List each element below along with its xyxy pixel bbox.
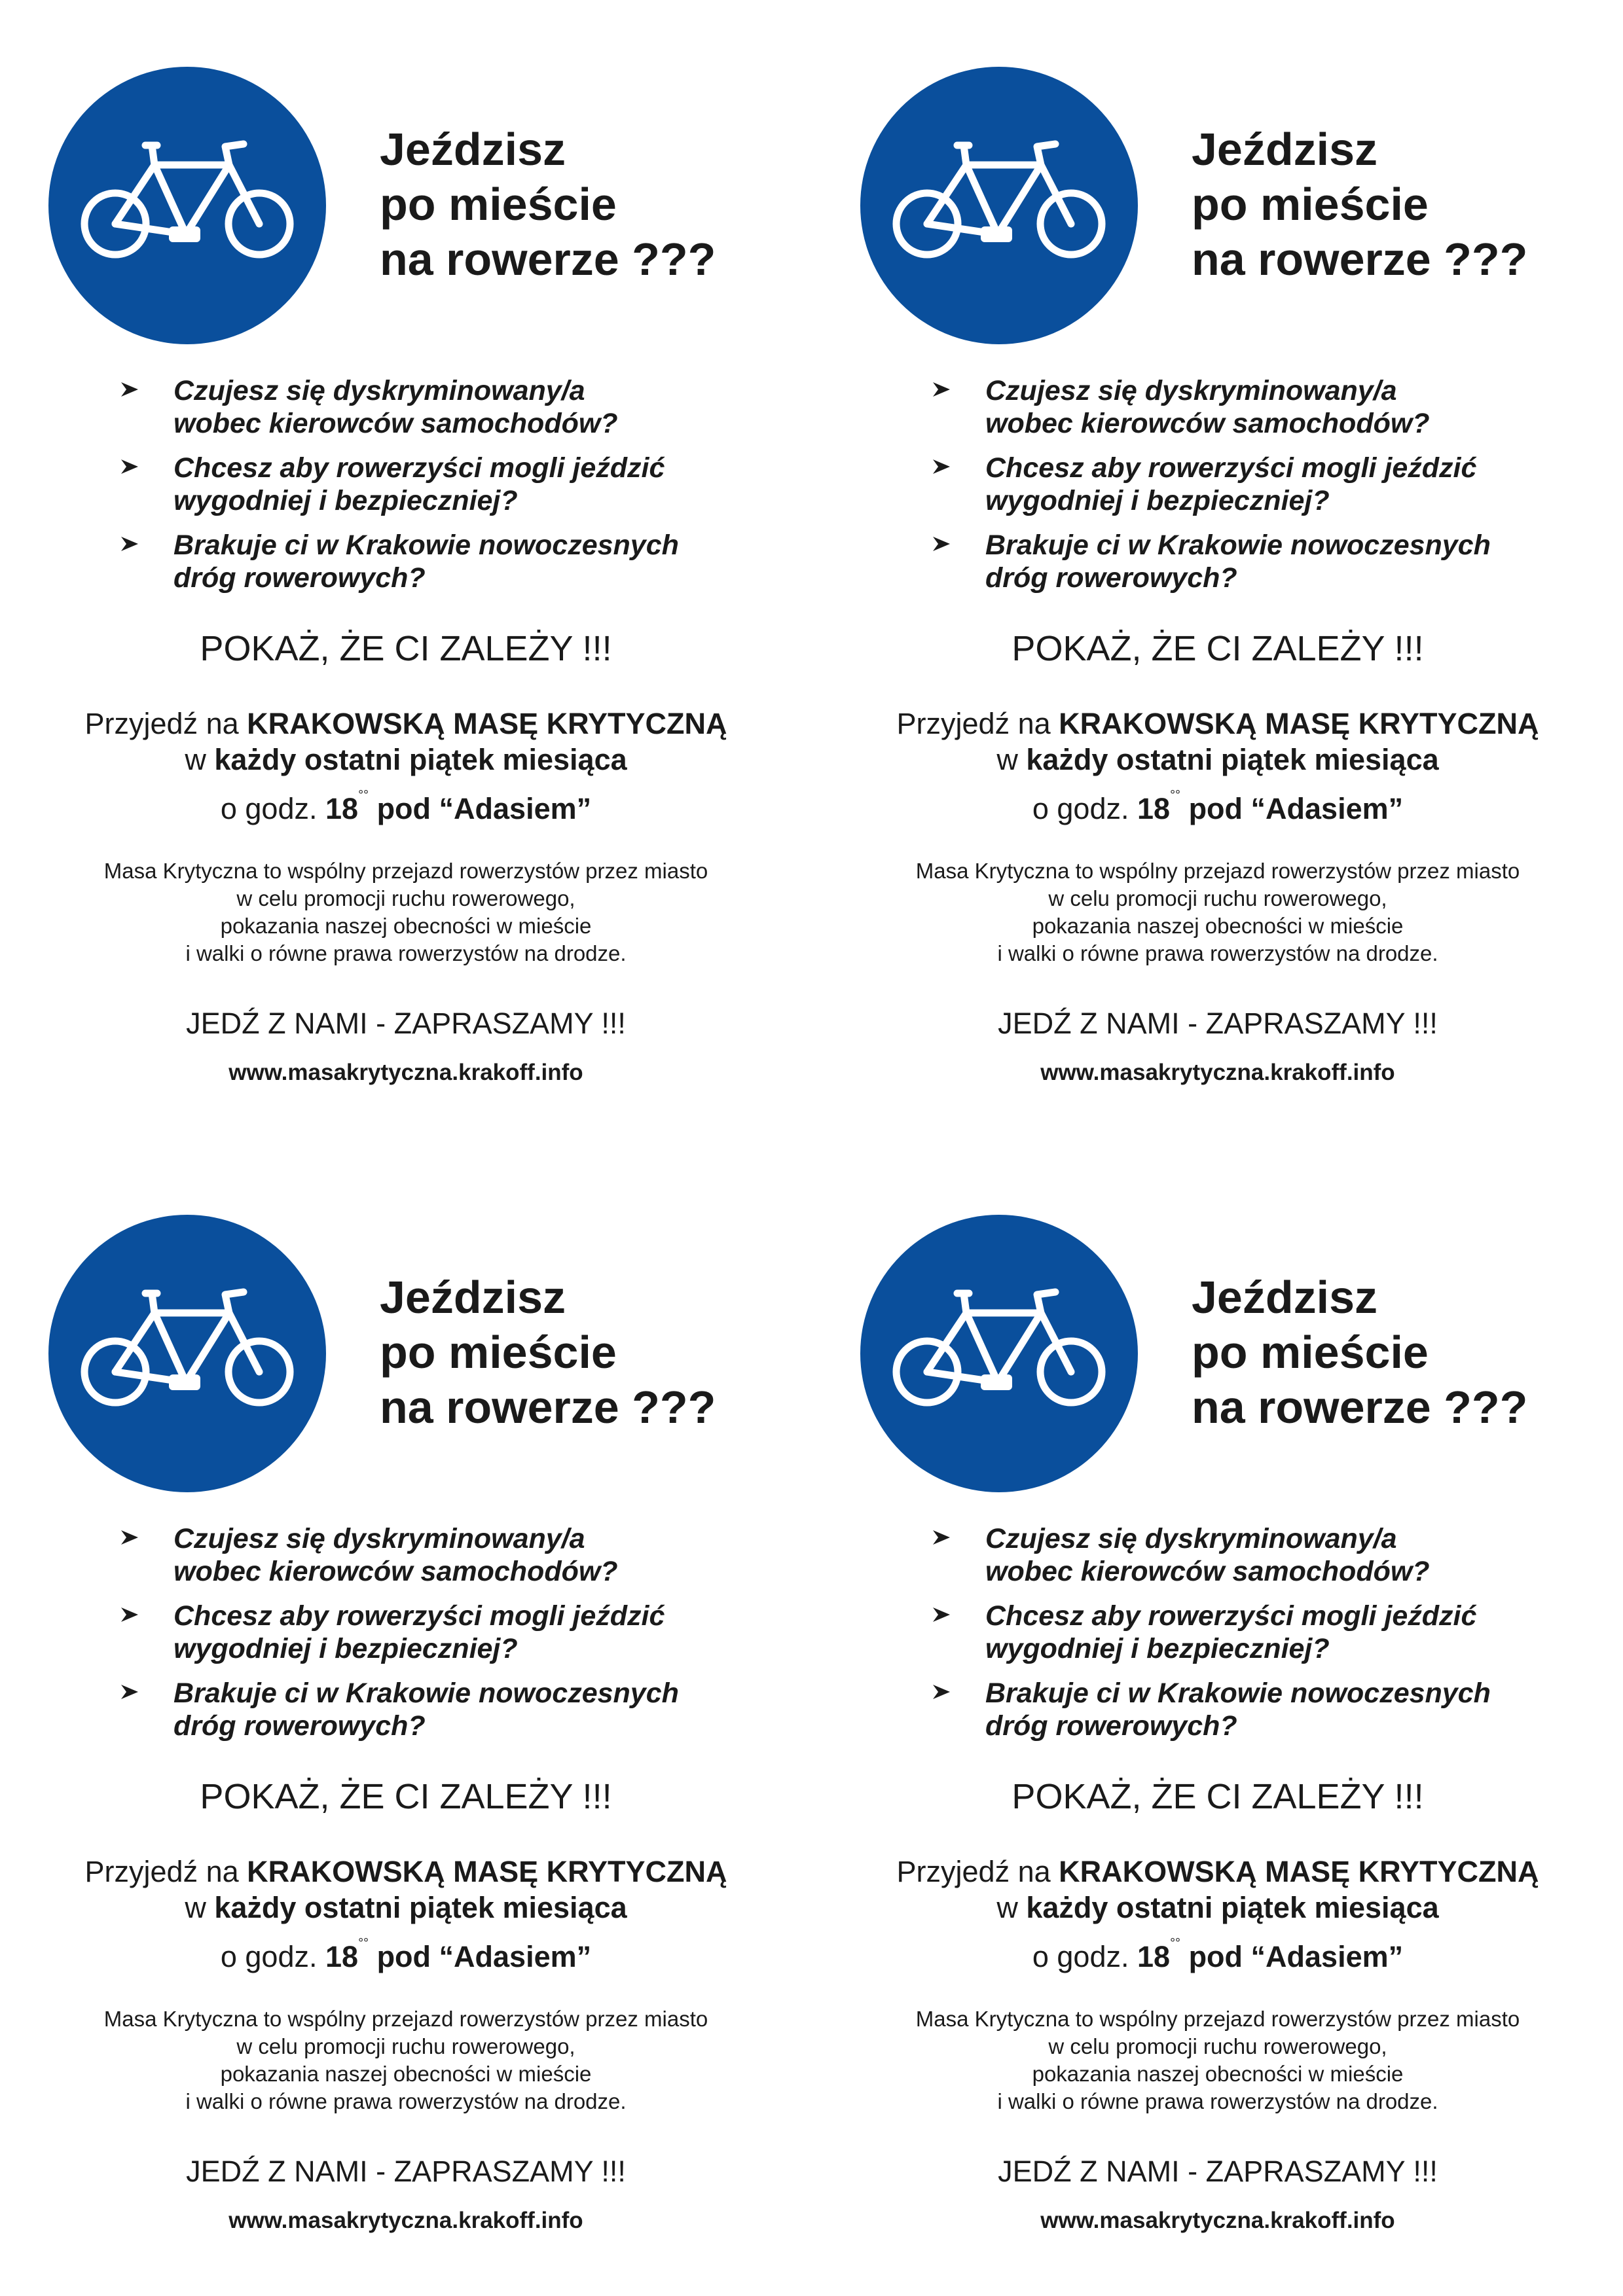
question-line: wobec kierowców samochodów? xyxy=(985,408,1430,439)
flyer xyxy=(0,1148,812,2296)
question-line: Chcesz aby rowerzyści mogli jeździć xyxy=(985,1600,1477,1632)
invite-text: o godz. xyxy=(1032,792,1137,825)
description xyxy=(0,857,812,967)
question-line: wobec kierowców samochodów? xyxy=(173,408,618,439)
invite-line-1 xyxy=(812,706,1623,742)
question-line: dróg rowerowych? xyxy=(985,562,1237,594)
closing-call: JEDŹ Z NAMI - ZAPRASZAMY !!! xyxy=(186,2155,626,2188)
question-line: dróg rowerowych? xyxy=(173,562,426,594)
question-item xyxy=(933,1600,1491,1665)
question-list xyxy=(933,1522,1491,1754)
flyer xyxy=(812,1148,1623,2296)
event-place: pod “Adasiem” xyxy=(1180,792,1404,825)
question-item xyxy=(121,1600,679,1665)
question-line: wobec kierowców samochodów? xyxy=(985,1556,1430,1587)
question-text xyxy=(985,529,1491,594)
question-line: wygodniej i bezpieczniej? xyxy=(985,485,1330,516)
invite-text: Przyjedź na xyxy=(896,707,1059,740)
event-minutes: °° xyxy=(1170,1936,1181,1950)
description-line: pokazania naszej obecności w mieście xyxy=(1032,914,1404,938)
invite-text: Przyjedź na xyxy=(84,1855,247,1888)
slogan: POKAŻ, ŻE CI ZALEŻY !!! xyxy=(200,1777,612,1816)
question-line: Czujesz się dyskryminowany/a xyxy=(173,375,585,406)
bicycle-sign xyxy=(47,1213,327,1494)
event-date: każdy ostatni piątek miesiąca xyxy=(214,743,627,776)
website-url: www.masakrytyczna.krakoff.info xyxy=(1040,2208,1395,2233)
question-line: wygodniej i bezpieczniej? xyxy=(173,1633,518,1664)
bicycle-icon xyxy=(47,1213,327,1494)
headline-line-3: na rowerze ??? xyxy=(1192,234,1528,285)
headline-line-1: Jeździsz xyxy=(1192,124,1377,175)
invite-line-2 xyxy=(812,1890,1623,1926)
invite-text: w xyxy=(996,743,1027,776)
question-line: Brakuje ci w Krakowie nowoczesnych xyxy=(173,1677,679,1709)
website-url: www.masakrytyczna.krakoff.info xyxy=(228,2208,583,2233)
description-line: pokazania naszej obecności w mieście xyxy=(220,2062,592,2086)
headline xyxy=(380,1270,716,1435)
event-date: każdy ostatni piątek miesiąca xyxy=(214,1891,627,1924)
description-line: w celu promocji ruchu rowerowego, xyxy=(1048,2034,1387,2058)
description-line: w celu promocji ruchu rowerowego, xyxy=(236,886,575,910)
description-line: i walki o równe prawa rowerzystów na drodze. xyxy=(997,941,1438,965)
bicycle-sign xyxy=(859,1213,1139,1494)
website-url: www.masakrytyczna.krakoff.info xyxy=(228,1060,583,1085)
event-minutes: °° xyxy=(358,1936,369,1950)
invite-text: o godz. xyxy=(220,792,325,825)
arrowhead-bullet-icon xyxy=(933,1683,951,1700)
invite-line-3 xyxy=(812,778,1623,827)
headline xyxy=(1192,122,1527,287)
invite-line-3 xyxy=(0,778,812,827)
question-item xyxy=(933,452,1491,517)
description-line: pokazania naszej obecności w mieście xyxy=(220,914,592,938)
event-date: każdy ostatni piątek miesiąca xyxy=(1026,743,1439,776)
arrowhead-bullet-icon xyxy=(933,458,951,475)
invite-text: Przyjedź na xyxy=(84,707,247,740)
event-hour: 18 xyxy=(1137,792,1171,825)
arrowhead-bullet-icon xyxy=(933,535,951,552)
headline-line-1: Jeździsz xyxy=(1192,1272,1377,1323)
bicycle-sign xyxy=(859,65,1139,346)
question-text xyxy=(173,529,679,594)
question-line: Czujesz się dyskryminowany/a xyxy=(173,1523,585,1554)
question-list xyxy=(933,374,1491,606)
question-text xyxy=(173,374,679,440)
question-line: dróg rowerowych? xyxy=(985,1710,1237,1742)
headline-line-3: na rowerze ??? xyxy=(380,234,716,285)
question-item xyxy=(121,529,679,594)
question-list xyxy=(121,1522,679,1754)
invite-line-2 xyxy=(0,1890,812,1926)
question-text xyxy=(985,1677,1491,1742)
invite-text: w xyxy=(996,1891,1027,1924)
question-text xyxy=(173,1677,679,1742)
arrowhead-bullet-icon xyxy=(121,381,139,398)
arrowhead-bullet-icon xyxy=(933,1606,951,1623)
question-line: Czujesz się dyskryminowany/a xyxy=(985,375,1397,406)
event-name: KRAKOWSKĄ MASĘ KRYTYCZNĄ xyxy=(247,707,727,740)
question-text xyxy=(985,1600,1491,1665)
question-item xyxy=(121,1677,679,1742)
bicycle-sign xyxy=(47,65,327,346)
question-item xyxy=(933,1522,1491,1588)
invite-line-2 xyxy=(812,742,1623,778)
question-item xyxy=(933,374,1491,440)
arrowhead-bullet-icon xyxy=(933,1529,951,1546)
question-item xyxy=(933,529,1491,594)
arrowhead-bullet-icon xyxy=(121,1606,139,1623)
headline-line-2: po mieście xyxy=(1192,179,1429,230)
question-line: wygodniej i bezpieczniej? xyxy=(985,1633,1330,1664)
invite-text: o godz. xyxy=(220,1940,325,1973)
invite-line-1 xyxy=(0,706,812,742)
question-line: Brakuje ci w Krakowie nowoczesnych xyxy=(173,529,679,561)
closing-call: JEDŹ Z NAMI - ZAPRASZAMY !!! xyxy=(998,1007,1438,1040)
question-text xyxy=(173,1600,679,1665)
event-name: KRAKOWSKĄ MASĘ KRYTYCZNĄ xyxy=(247,1855,727,1888)
arrowhead-bullet-icon xyxy=(121,535,139,552)
question-list xyxy=(121,374,679,606)
headline-line-1: Jeździsz xyxy=(380,124,566,175)
question-line: Brakuje ci w Krakowie nowoczesnych xyxy=(985,1677,1491,1709)
question-line: Brakuje ci w Krakowie nowoczesnych xyxy=(985,529,1491,561)
event-place: pod “Adasiem” xyxy=(369,1940,592,1973)
description-line: w celu promocji ruchu rowerowego, xyxy=(236,2034,575,2058)
question-text xyxy=(985,1522,1491,1588)
invite-line-1 xyxy=(0,1854,812,1890)
event-name: KRAKOWSKĄ MASĘ KRYTYCZNĄ xyxy=(1059,1855,1539,1888)
question-line: Chcesz aby rowerzyści mogli jeździć xyxy=(173,1600,665,1632)
description-line: i walki o równe prawa rowerzystów na drodze. xyxy=(185,2089,627,2113)
question-line: wobec kierowców samochodów? xyxy=(173,1556,618,1587)
event-hour: 18 xyxy=(325,1940,359,1973)
invite-text: Przyjedź na xyxy=(896,1855,1059,1888)
flyer xyxy=(0,0,812,1148)
headline xyxy=(380,122,716,287)
bicycle-icon xyxy=(859,65,1139,346)
flyer xyxy=(812,0,1623,1148)
slogan: POKAŻ, ŻE CI ZALEŻY !!! xyxy=(1012,629,1424,668)
bicycle-icon xyxy=(859,1213,1139,1494)
question-line: wygodniej i bezpieczniej? xyxy=(173,485,518,516)
headline-line-3: na rowerze ??? xyxy=(380,1382,716,1433)
question-item xyxy=(121,1522,679,1588)
website-url: www.masakrytyczna.krakoff.info xyxy=(1040,1060,1395,1085)
invitation xyxy=(812,706,1623,827)
description-line: pokazania naszej obecności w mieście xyxy=(1032,2062,1404,2086)
invite-text: w xyxy=(185,1891,215,1924)
invite-line-1 xyxy=(812,1854,1623,1890)
question-item xyxy=(121,452,679,517)
slogan: POKAŻ, ŻE CI ZALEŻY !!! xyxy=(1012,1777,1424,1816)
question-text xyxy=(173,452,679,517)
question-text xyxy=(173,1522,679,1588)
closing-call: JEDŹ Z NAMI - ZAPRASZAMY !!! xyxy=(186,1007,626,1040)
question-line: Chcesz aby rowerzyści mogli jeździć xyxy=(173,452,665,484)
invitation xyxy=(812,1854,1623,1975)
headline-line-2: po mieście xyxy=(1192,1327,1429,1378)
event-minutes: °° xyxy=(358,788,369,802)
event-place: pod “Adasiem” xyxy=(369,792,592,825)
event-hour: 18 xyxy=(1137,1940,1171,1973)
arrowhead-bullet-icon xyxy=(121,458,139,475)
invite-line-2 xyxy=(0,742,812,778)
invitation xyxy=(0,1854,812,1975)
description xyxy=(812,857,1623,967)
arrowhead-bullet-icon xyxy=(121,1529,139,1546)
headline-line-2: po mieście xyxy=(380,179,617,230)
bicycle-icon xyxy=(47,65,327,346)
question-line: Czujesz się dyskryminowany/a xyxy=(985,1523,1397,1554)
closing-call: JEDŹ Z NAMI - ZAPRASZAMY !!! xyxy=(998,2155,1438,2188)
question-text xyxy=(985,452,1491,517)
event-hour: 18 xyxy=(325,792,359,825)
headline-line-1: Jeździsz xyxy=(380,1272,566,1323)
event-minutes: °° xyxy=(1170,788,1181,802)
question-line: dróg rowerowych? xyxy=(173,1710,426,1742)
description-line: i walki o równe prawa rowerzystów na drodze. xyxy=(185,941,627,965)
description-line: Masa Krytyczna to wspólny przejazd rowerzystów przez miasto xyxy=(103,2007,708,2031)
question-item xyxy=(121,374,679,440)
description-line: Masa Krytyczna to wspólny przejazd rowerzystów przez miasto xyxy=(915,2007,1520,2031)
invite-text: w xyxy=(185,743,215,776)
arrowhead-bullet-icon xyxy=(121,1683,139,1700)
headline-line-2: po mieście xyxy=(380,1327,617,1378)
description-line: i walki o równe prawa rowerzystów na drodze. xyxy=(997,2089,1438,2113)
slogan: POKAŻ, ŻE CI ZALEŻY !!! xyxy=(200,629,612,668)
description-line: Masa Krytyczna to wspólny przejazd rowerzystów przez miasto xyxy=(915,859,1520,883)
description xyxy=(812,2005,1623,2115)
event-place: pod “Adasiem” xyxy=(1180,1940,1404,1973)
description-line: Masa Krytyczna to wspólny przejazd rowerzystów przez miasto xyxy=(103,859,708,883)
question-item xyxy=(933,1677,1491,1742)
invite-text: o godz. xyxy=(1032,1940,1137,1973)
invite-line-3 xyxy=(812,1926,1623,1975)
question-line: Chcesz aby rowerzyści mogli jeździć xyxy=(985,452,1477,484)
description-line: w celu promocji ruchu rowerowego, xyxy=(1048,886,1387,910)
arrowhead-bullet-icon xyxy=(933,381,951,398)
invite-line-3 xyxy=(0,1926,812,1975)
headline-line-3: na rowerze ??? xyxy=(1192,1382,1528,1433)
headline xyxy=(1192,1270,1527,1435)
question-text xyxy=(985,374,1491,440)
event-name: KRAKOWSKĄ MASĘ KRYTYCZNĄ xyxy=(1059,707,1539,740)
event-date: każdy ostatni piątek miesiąca xyxy=(1026,1891,1439,1924)
invitation xyxy=(0,706,812,827)
description xyxy=(0,2005,812,2115)
